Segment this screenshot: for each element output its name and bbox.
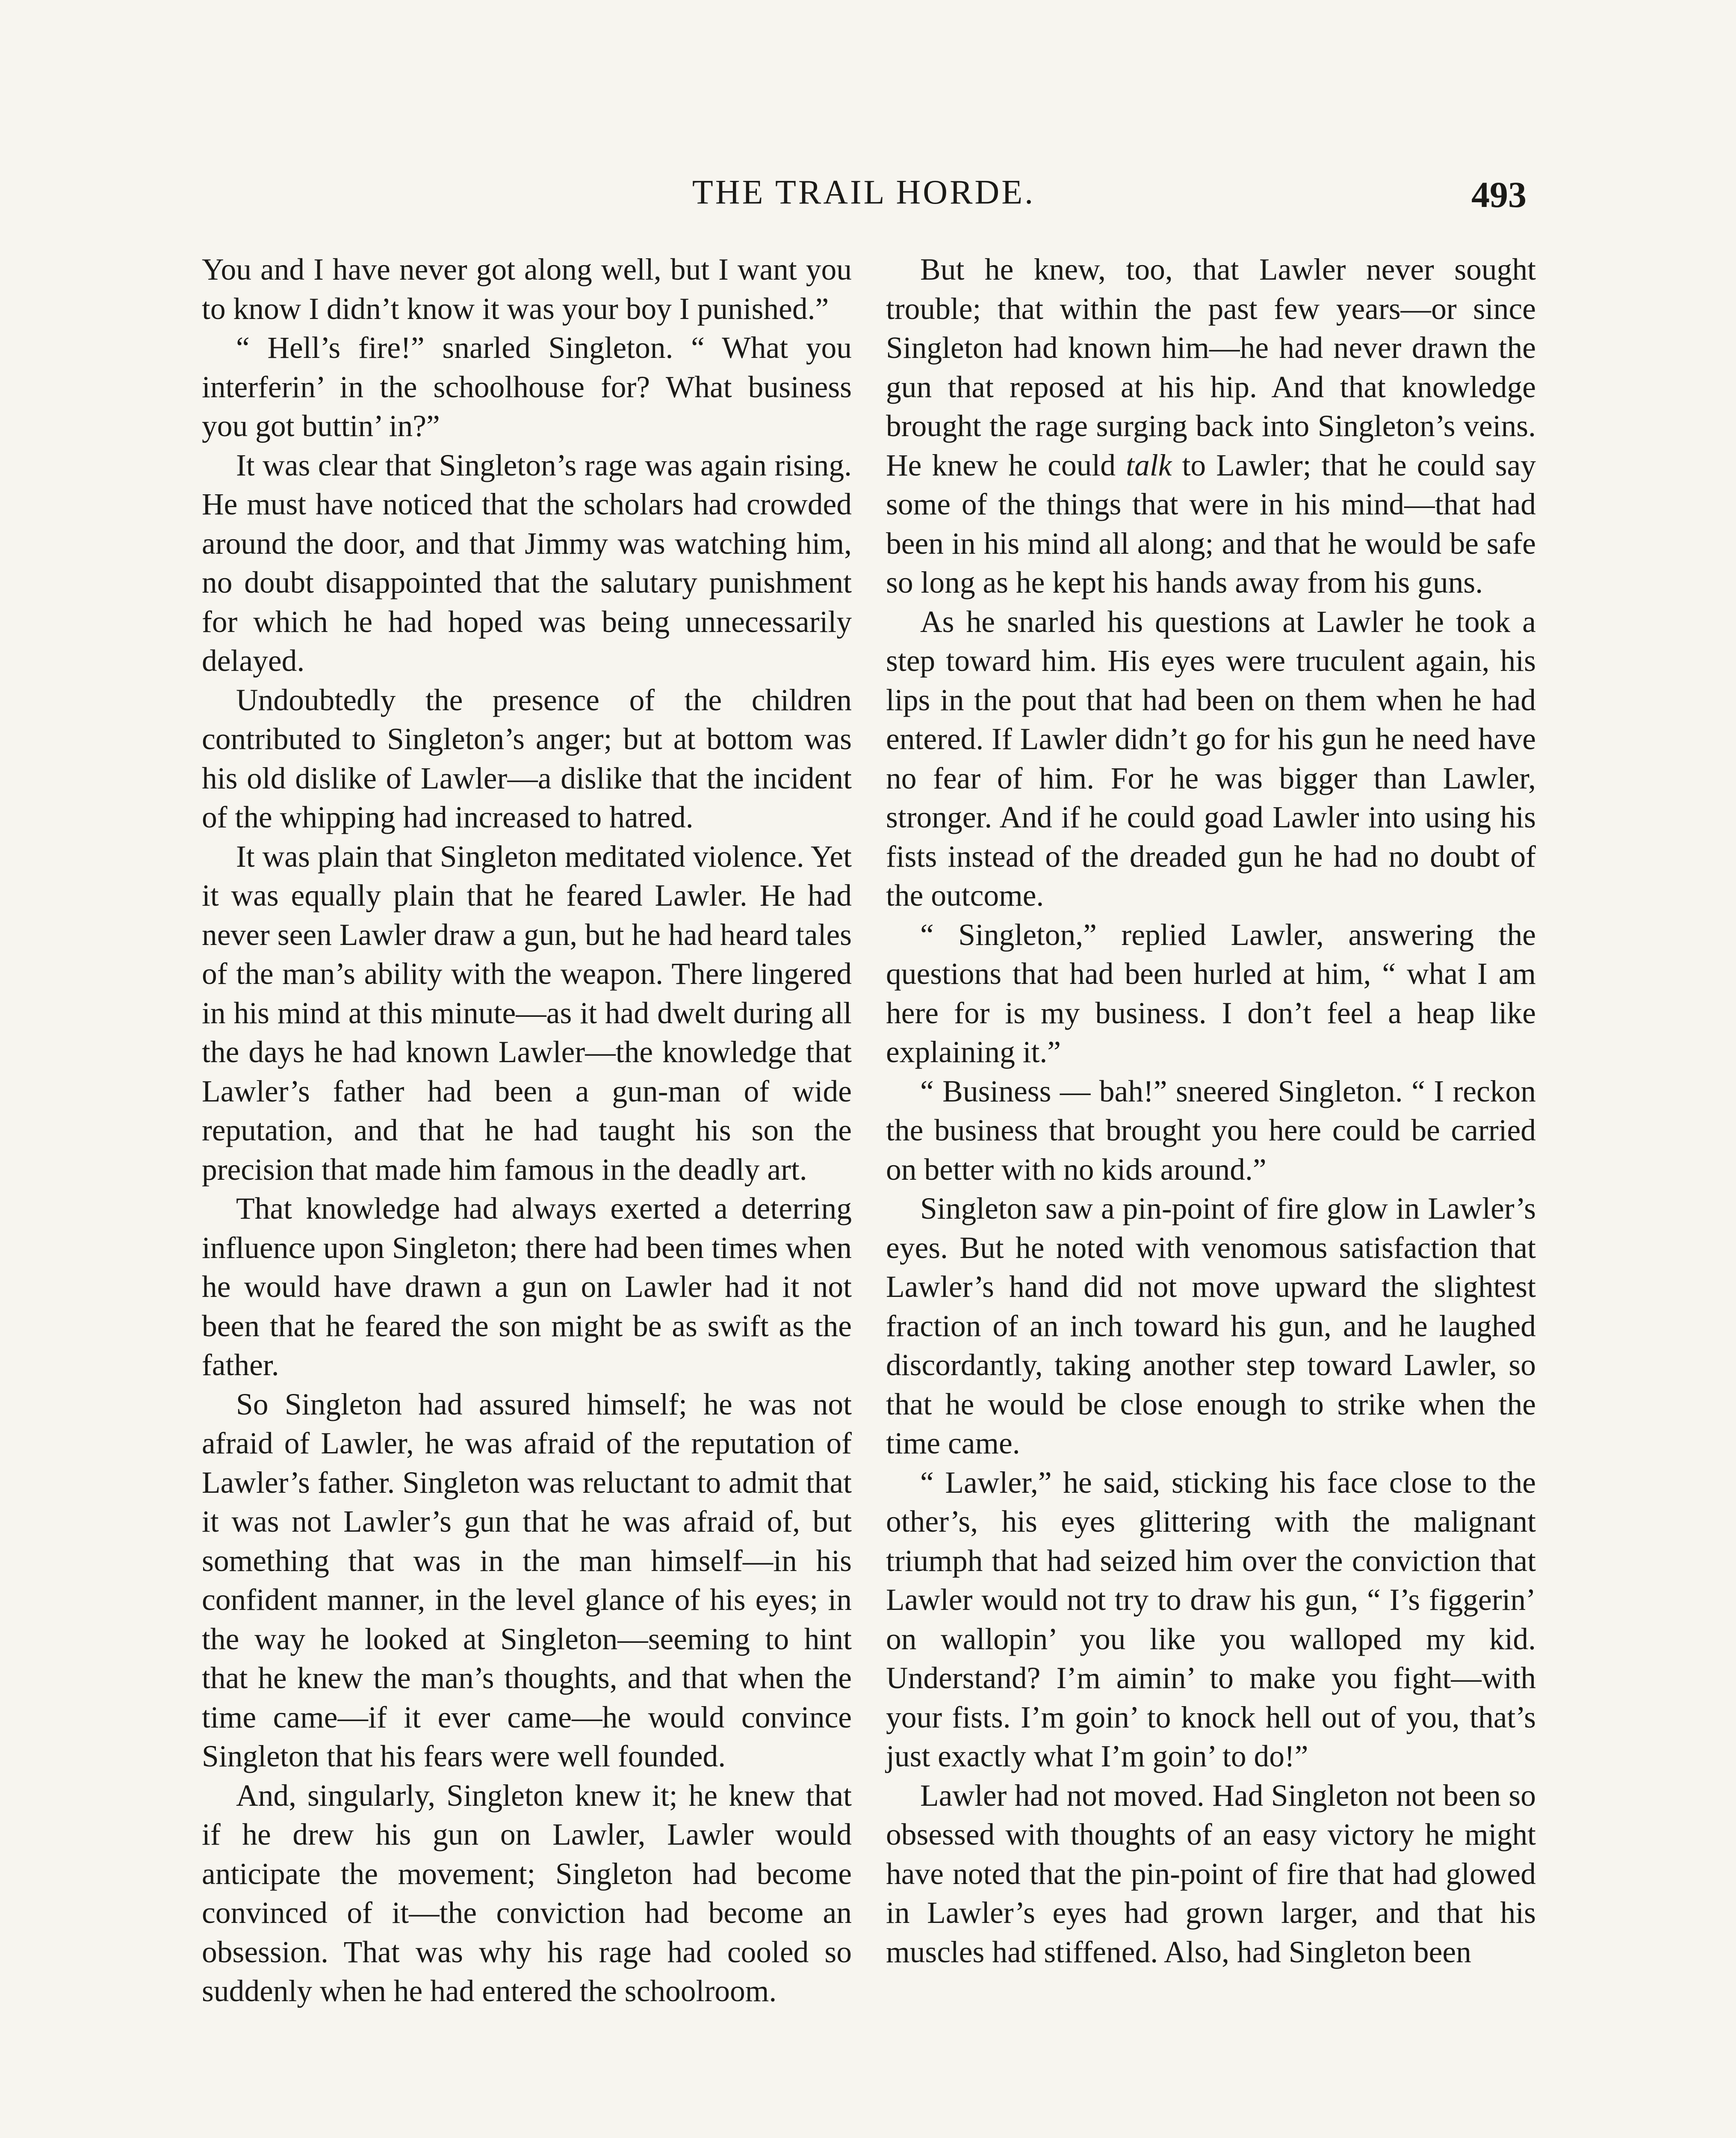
paragraph: “ Business — bah!” sneered Singleton. “ I reckon the business that brought you here could be carried on better with no kids around.” <box>886 1074 1536 1187</box>
paragraph: It was plain that Singleton meditated violence. Yet it was equally plain that he feared Lawler. He had never seen Lawler draw a gun, but he had heard tales of the man’s ability with the weapon. There lingered in his mind at this minute—as it had dwelt during all the days he had known Lawler—the knowledge that Lawler’s father had been a gun-man of wide reputation, and that he had taught his son the precision that made him famous in the deadly art. <box>202 839 852 1187</box>
paragraph: You and I have never got along well, but I want you to know I didn’t know it was your boy I punished.” <box>202 253 852 326</box>
paragraph: It was clear that Singleton’s rage was again rising. He must have noticed that the scholars had crowded around the door, and that Jimmy was watching him, no doubt disappointed that the salutary punishment for which he had hoped was being unnecessarily delayed. <box>202 448 852 678</box>
paragraph: Lawler had not moved. Had Singleton not been so obsessed with thoughts of an easy victory he might have noted that the pin-point of fire that had glowed in Lawler’s eyes had grown larger, and that his muscles had stiffened. Also, had Singleton been <box>886 1778 1536 1969</box>
page-header <box>201 169 1526 229</box>
right-column <box>886 250 1536 1972</box>
paragraph: “ Hell’s fire!” snarled Singleton. “ What you interferin’ in the schoolhouse for? What business you got buttin’ in?” <box>202 331 852 443</box>
page-number: 493 <box>1471 174 1526 215</box>
paragraph: Singleton saw a pin-point of fire glow in Lawler’s eyes. But he noted with venomous satisfaction that Lawler’s hand did not move upward the slightest fraction of an inch toward his gun, and he laughed discordantly, taking another step toward Lawler, so that he would be close enough to strike when the time came. <box>886 1192 1536 1460</box>
paragraph: As he snarled his questions at Lawler he took a step toward him. His eyes were truculent again, his lips in the pout that had been on them when he had entered. If Lawler didn’t go for his gun he need have no fear of him. For he was bigger than Lawler, stronger. And if he could goad Lawler into using his fists instead of the dreaded gun he had no doubt of the outcome. <box>886 605 1536 912</box>
emphasized-word: talk <box>1126 448 1172 482</box>
paragraph: “ Singleton,” replied Lawler, answering the questions that had been hurled at him, “ what I am here for is my business. I don’t feel a heap like explaining it.” <box>886 918 1536 1069</box>
paragraph <box>886 250 1536 602</box>
left-column <box>202 250 852 2011</box>
paragraph: “ Lawler,” he said, sticking his face close to the other’s, his eyes glittering with the malignant triumph that had seized him over the conviction that Lawler would not try to draw his gun, “ I’s figgerin’ on wallopin’ you like you walloped my kid. Understand? I’m aimin’ to make you fight—with your fists. I’m goin’ to knock hell out of you, that’s just exactly what I’m goin’ to do!” <box>886 1465 1536 1773</box>
paragraph: Undoubtedly the presence of the children contributed to Singleton’s anger; but at bottom was his old dislike of Lawler—a dislike that the incident of the whipping had increased to hatred. <box>202 683 852 834</box>
running-title: THE TRAIL HORDE. <box>692 174 1036 211</box>
paragraph: That knowledge had always exerted a deterring influence upon Singleton; there had been times when he would have drawn a gun on Lawler had it not been that he feared the son might be as swift as the father. <box>202 1192 852 1382</box>
paragraph-text: to Lawler; that he could say some of the things that were in his mind—that had been in his mind all along; and that he would be safe so long as he kept his hands away from his guns. <box>886 448 1536 599</box>
paragraph-text: But he knew, too, that Lawler never sought trouble; that within the past few years—or since Singleton had known him—he had never drawn the gun that reposed at his hip. And that knowledge brought the rage surging back into Singleton’s veins. He knew he could <box>886 253 1536 482</box>
paragraph: And, singularly, Singleton knew it; he knew that if he drew his gun on Lawler, Lawler would anticipate the movement; Singleton had become convinced of it—the conviction had become an obsession. That was why his rage had cooled so suddenly when he had entered the schoolroom. <box>202 1778 852 2008</box>
paragraph: So Singleton had assured himself; he was not afraid of Lawler, he was afraid of the reputation of Lawler’s father. Singleton was reluctant to admit that it was not Lawler’s gun that he was afraid of, but something that was in the man himself—in his confident manner, in the level glance of his eyes; in the way he looked at Singleton—seeming to hint that he knew the man’s thoughts, and that when the time came—if it ever came—he would convince Singleton that his fears were well founded. <box>202 1387 852 1773</box>
